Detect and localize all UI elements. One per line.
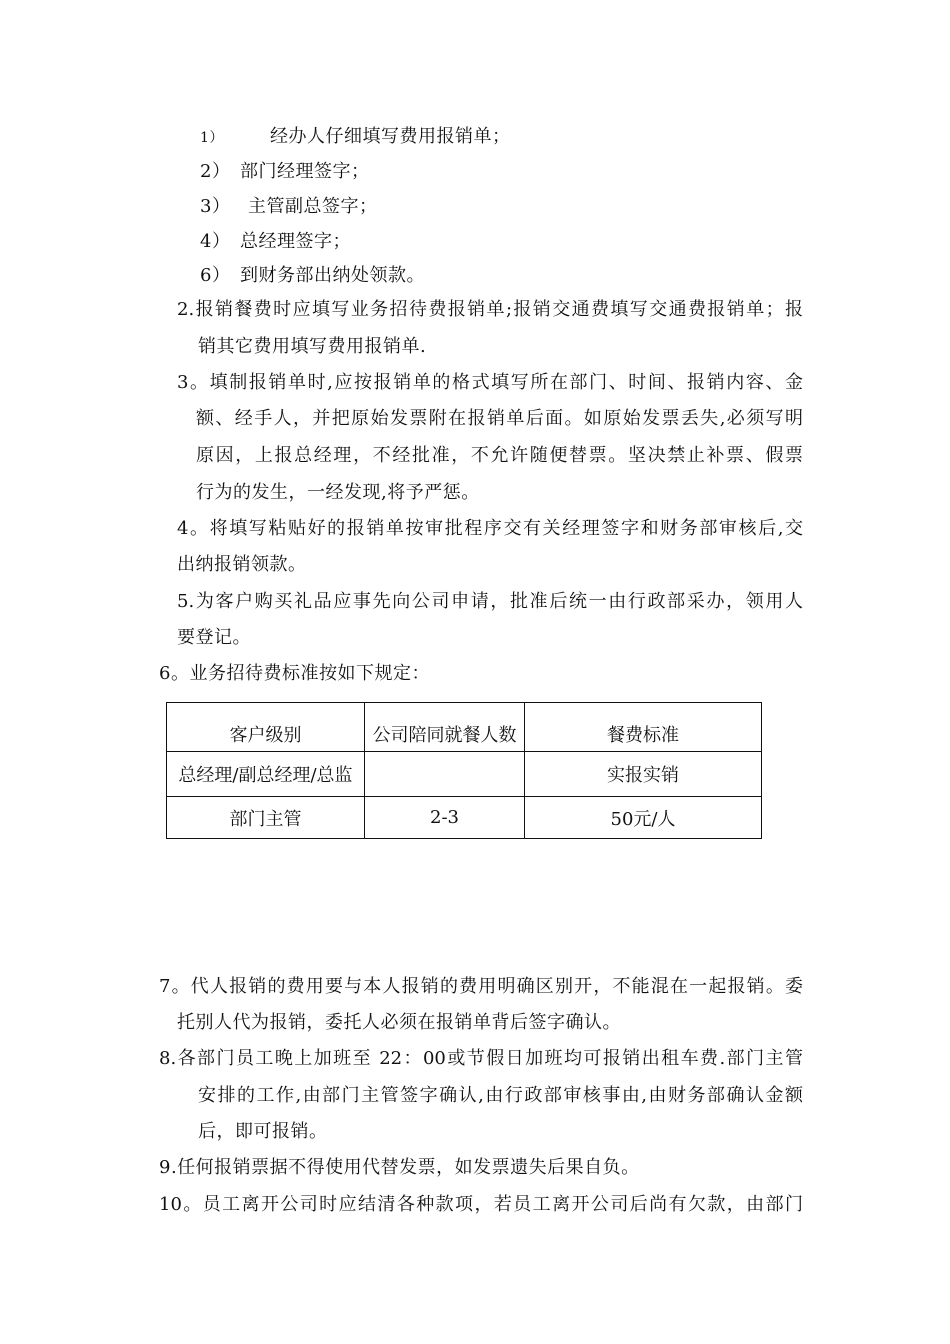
item-3-line-4: 行为的发生，一经发现,将予严惩。: [196, 482, 480, 503]
item-4-line-2: 出纳报销领款。: [177, 554, 307, 575]
item-8-line-1: 8.各部门员工晚上加班至 22：00或节假日加班均可报销出租车费.部门主管: [159, 1048, 803, 1069]
step-6-text: 到财务部出纳处领款。: [240, 265, 425, 286]
table-cell: 2-3: [365, 797, 525, 839]
item-7-line-2: 托别人代为报销，委托人必须在报销单背后签字确认。: [177, 1012, 621, 1033]
table-cell: 50元/人: [525, 797, 762, 839]
step-3: [200, 195, 378, 219]
step-4-number: 4）: [200, 231, 231, 252]
item-3-line-1: 3。填制报销单时,应按报销单的格式填写所在部门、时间、报销内容、金: [177, 372, 803, 393]
header-client-level: 客户级别: [167, 703, 365, 752]
item-5-line-2: 要登记。: [177, 627, 251, 648]
step-3-number: 3）: [200, 196, 231, 217]
table-cell: 部门主管: [167, 797, 365, 839]
item-10: 10。员工离开公司时应结清各种款项，若员工离开公司后尚有欠款，由部门: [159, 1194, 803, 1215]
step-3-text: 主管副总签字；: [248, 196, 378, 217]
item-6-heading: 6。业务招待费标准按如下规定：: [159, 663, 430, 684]
step-2-text: 部门经理签字；: [240, 161, 370, 182]
item-3-line-2: 额、经手人，并把原始发票附在报销单后面。如原始发票丢失,必须写明: [196, 408, 803, 429]
table-cell: [365, 752, 525, 797]
step-6: [200, 264, 425, 288]
step-6-number: 6）: [200, 265, 231, 286]
table-row: [167, 797, 762, 839]
table-cell: 总经理/副总经理/总监: [167, 752, 365, 797]
item-9: 9.任何报销票据不得使用代替发票，如发票遗失后果自负。: [159, 1157, 640, 1178]
item-2-line-2: 销其它费用填写费用报销单.: [198, 336, 427, 357]
table-row: [167, 752, 762, 797]
step-1-text: 经办人仔细填写费用报销单；: [270, 126, 511, 147]
item-7-line-1: 7。代人报销的费用要与本人报销的费用明确区别开，不能混在一起报销。委: [159, 976, 803, 997]
step-4: [200, 230, 351, 254]
step-2: [200, 160, 370, 184]
table-header-row: [167, 703, 762, 752]
step-4-text: 总经理签字；: [240, 231, 351, 252]
header-meal-standard: 餐费标准: [525, 703, 762, 752]
item-8-line-3: 后，即可报销。: [198, 1121, 328, 1142]
hospitality-standard-table: [166, 702, 762, 839]
item-4-line-1: 4。将填写粘贴好的报销单按审批程序交有关经理签字和财务部审核后,交: [177, 518, 803, 539]
item-2-line-1: 2.报销餐费时应填写业务招待费报销单;报销交通费填写交通费报销单；报: [177, 299, 803, 320]
header-company-accompany-count: 公司陪同就餐人数: [365, 703, 525, 752]
item-5-line-1: 5.为客户购买礼品应事先向公司申请，批准后统一由行政部采办，领用人: [177, 591, 803, 612]
step-2-number: 2）: [200, 161, 231, 182]
step-1: [200, 125, 511, 150]
step-1-number: 1）: [200, 130, 224, 146]
item-8-line-2: 安排的工作,由部门主管签字确认,由行政部审核事由,由财务部确认金额: [198, 1085, 803, 1106]
table-cell: 实报实销: [525, 752, 762, 797]
item-3-line-3: 原因，上报总经理，不经批准，不允许随便替票。坚决禁止补票、假票: [196, 445, 803, 466]
